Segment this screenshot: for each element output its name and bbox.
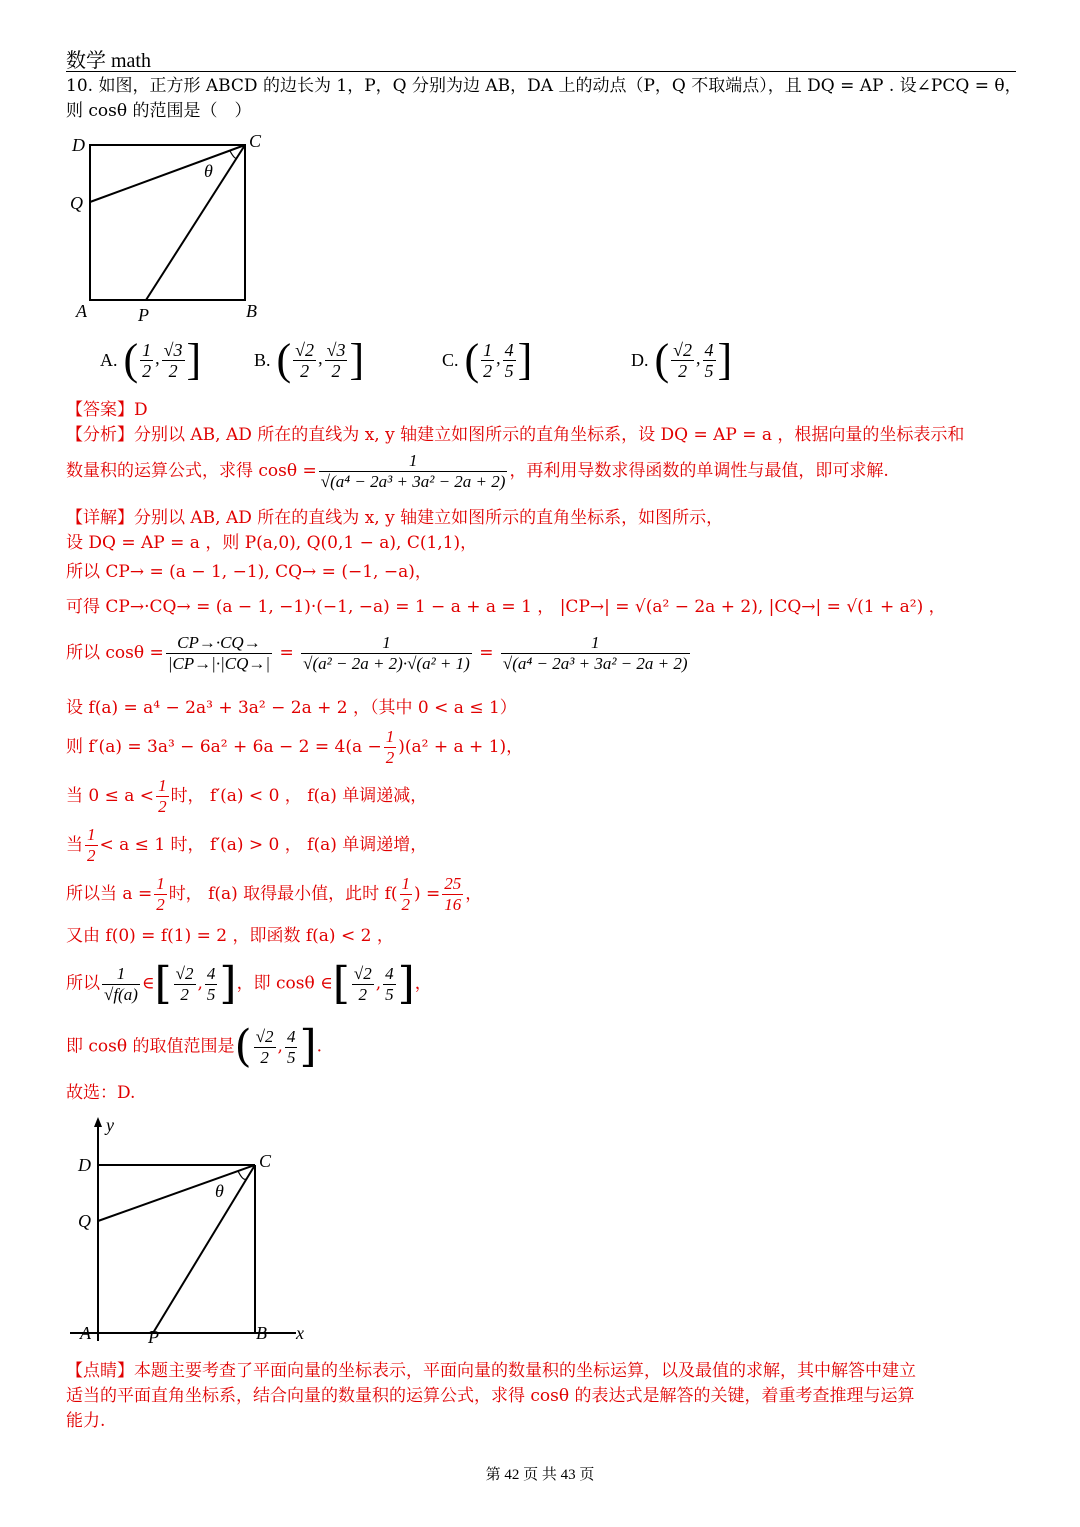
detail-line-8: 当 0 ≤ a < $\frac{1}{2}$ 时， f′(a) < 0 ， f(a) 单调递减，: [66, 776, 428, 816]
detail-line-2: 设 DQ = AP = a ，则 P(a,0), Q(0,1 − a), C(1,1)，: [66, 533, 478, 553]
comment-line-3: 能力.: [66, 1411, 106, 1431]
figure-coordinate-square: [60, 1113, 330, 1353]
detail-line-14: 故选：D.: [66, 1083, 136, 1103]
fig2-label-a: A: [80, 1323, 91, 1343]
detail-line-6: 设 f(a) = a⁴ − 2a³ + 3a² − 2a + 2 ，（其中 0 < a ≤ 1）: [66, 698, 517, 718]
comment-line-1: 【点睛】本题主要考查了平面向量的坐标表示，平面向量的数量积的坐标运算，以及最值的求解，其中解答中建立: [66, 1361, 916, 1381]
header-rule: [66, 71, 1016, 72]
fig2-label-theta: θ: [215, 1181, 224, 1201]
detail-line-1: 【详解】分别以 AB, AD 所在的直线为 x, y 轴建立如图所示的直角坐标系，如图所示，: [66, 508, 724, 528]
analysis-line-2: 数量积的运算公式，求得 cosθ = $\frac{1}{\text{√(a⁴ − 2a³ + 3a² − 2a + 2)}}$ ，再利用导数求得函数的单调性与最值，即可求解.: [66, 451, 889, 491]
fig2-label-b: B: [256, 1323, 267, 1343]
fig1-label-b: B: [246, 301, 257, 321]
option-c[interactable]: C. ( $\frac{1}{2}$ , $\frac{4}{5}$ ]: [442, 335, 533, 384]
fig2-label-x: x: [296, 1323, 304, 1343]
detail-line-7: 则 f′(a) = 3a³ − 6a² + 6a − 2 = 4(a − $\frac{1}{2}$ )(a² + a + 1)，: [66, 727, 524, 767]
detail-line-13: 即 cosθ 的取值范围是( $\frac{√2}{2}$ , $\frac{4}{5}$ ].: [66, 1021, 323, 1072]
fig1-label-p: P: [138, 305, 149, 325]
figure-square: [60, 125, 280, 330]
option-d[interactable]: D. ( $\frac{√2}{2}$ , $\frac{4}{5}$ ]: [631, 335, 733, 384]
detail-line-10: 所以当 a = $\frac{1}{2}$ 时， f(a) 取得最小值，此时 f( $\frac{1}{2}$ ) = $\frac{25}{16}$ ，: [66, 874, 483, 914]
fig1-label-q: Q: [70, 193, 83, 213]
fig2-label-c: C: [259, 1151, 272, 1171]
detail-line-3: 所以 CP→ = (a − 1, −1), CQ→ = (−1, −a)，: [66, 562, 432, 582]
fig1-label-theta: θ: [204, 161, 213, 181]
detail-line-12: 所以 $\frac{1}{√f(a)}$ ∈[ $\frac{√2}{2}$ , $\frac{4}{5}$ ]，即 cosθ ∈[ $\frac{√2}{2}$ , $\frac{4}{5}$ ]，: [66, 958, 432, 1009]
question-line-2: 则 cosθ 的范围是（ ）: [66, 101, 252, 121]
option-b[interactable]: B. ( $\frac{√2}{2}$ , $\frac{√3}{2}$ ]: [254, 335, 365, 384]
option-a[interactable]: A. ( $\frac{1}{2}$ , $\frac{√3}{2}$ ]: [100, 335, 202, 384]
fig2-label-p: P: [148, 1327, 159, 1347]
fig2-label-d: D: [78, 1155, 91, 1175]
detail-line-5: 所以 cosθ = $\frac{CP\to\cdot CQ\to}{|CP\to|\cdot|CQ\to|}$ = $\frac{1}{\text{√(a² − 2a + 2)·√(a² + 1)}}$ = $\frac{1}{\text{√(a⁴ − 2a³ + 3a² − 2a + 2)}}$: [66, 633, 688, 673]
page-footer: 第 42 页 共 43 页: [485, 1467, 595, 1483]
analysis-line-1: 【分析】分别以 AB, AD 所在的直线为 x, y 轴建立如图所示的直角坐标系，设 DQ = AP = a ，根据向量的坐标表示和: [66, 425, 965, 445]
fig1-label-c: C: [249, 131, 262, 151]
detail-line-9: 当 $\frac{1}{2}$ < a ≤ 1 时， f′(a) > 0 ， f(a) 单调递增，: [66, 825, 428, 865]
question-line-1: 10. 如图，正方形 ABCD 的边长为 1，P，Q 分别为边 AB，DA 上的动点（P，Q 不取端点），且 DQ = AP . 设∠PCQ = θ，: [66, 76, 1022, 96]
detail-line-11: 又由 f(0) = f(1) = 2 ，即函数 f(a) < 2 ，: [66, 926, 394, 946]
fig2-label-y: y: [106, 1115, 114, 1135]
fig1-label-a: A: [76, 301, 87, 321]
comment-line-2: 适当的平面直角坐标系，结合向量的数量积的运算公式，求得 cosθ 的表达式是解答的关键，着重考查推理与运算: [66, 1386, 915, 1406]
page-header: 数学 math: [66, 50, 151, 72]
fig1-label-d: D: [72, 135, 85, 155]
answer-line: 【答案】D: [66, 400, 148, 420]
fig2-label-q: Q: [78, 1211, 91, 1231]
detail-line-4: 可得 CP→·CQ→ = (a − 1, −1)·(−1, −a) = 1 − a + a = 1 ， |CP→| = √(a² − 2a + 2), |CQ→| = √(1 + a²) ，: [66, 597, 946, 617]
